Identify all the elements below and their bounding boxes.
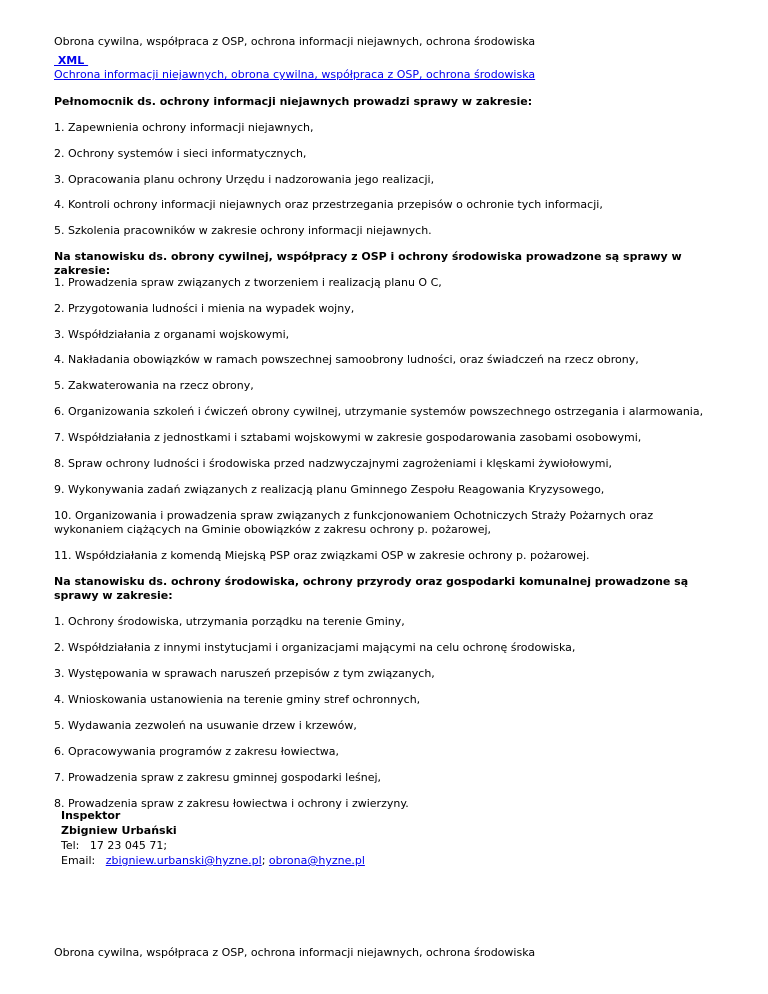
section1-item: 3. Opracowania planu ochrony Urzędu i nadzorowania jego realizacji, bbox=[54, 173, 435, 186]
email-separator: ; bbox=[261, 854, 266, 867]
email-label: Email: bbox=[61, 854, 96, 867]
section1-heading: Pełnomocnik ds. ochrony informacji niejawnych prowadzi sprawy w zakresie: bbox=[54, 95, 533, 108]
email-link-general[interactable]: obrona@hyzne.pl bbox=[268, 854, 365, 867]
section1-item: 5. Szkolenia pracowników w zakresie ochrony informacji niejawnych. bbox=[54, 224, 432, 237]
section2-item: 2. Przygotowania ludności i mienia na wypadek wojny, bbox=[54, 302, 355, 315]
xml-link[interactable]: XML bbox=[54, 54, 89, 67]
section2-item: 7. Współdziałania z jednostkami i sztabami wojskowymi w zakresie gospodarowania zasobami osobowymi, bbox=[54, 431, 642, 444]
section2-item: 8. Spraw ochrony ludności i środowiska przed nadzwyczajnymi zagrożeniami i klęskami żywiołowymi, bbox=[54, 457, 613, 470]
section3-heading: Na stanowisku ds. ochrony środowiska, ochrony przyrody oraz gospodarki komunalnej prowadzone są sprawy w zakresie: bbox=[54, 575, 689, 602]
category-link[interactable]: Ochrona informacji niejawnych, obrona cywilna, współpraca z OSP, ochrona środowiska bbox=[54, 68, 536, 81]
section2-item: 1. Prowadzenia spraw związanych z tworzeniem i realizacją planu O C, bbox=[54, 276, 442, 289]
tel-label: Tel: bbox=[61, 839, 80, 852]
section3-item: 8. Prowadzenia spraw z zakresu łowiectwa i ochrony i zwierzyny. bbox=[54, 797, 409, 810]
contact-block bbox=[61, 808, 365, 868]
section1-item: 2. Ochrony systemów i sieci informatycznych, bbox=[54, 147, 307, 160]
page-footer: Obrona cywilna, współpraca z OSP, ochrona informacji niejawnych, ochrona środowiska bbox=[54, 946, 536, 959]
section3-item: 3. Występowania w sprawach naruszeń przepisów z tym związanych, bbox=[54, 667, 435, 680]
section2-item: 5. Zakwaterowania na rzecz obrony, bbox=[54, 379, 254, 392]
section2-item: 6. Organizowania szkoleń i ćwiczeń obrony cywilnej, utrzymanie systemów powszechnego ostrzegania i alarmowania, bbox=[54, 405, 704, 418]
section2-item: 11. Współdziałania z komendą Miejską PSP oraz związkami OSP w zakresie ochrony p. pożarowej. bbox=[54, 549, 590, 562]
section2-item: 10. Organizowania i prowadzenia spraw związanych z funkcjonowaniem Ochotniczych Straży Pożarnych oraz wykonaniem ciążących na Gminie obowiązków z zakresu ochrony p. pożarowej, bbox=[54, 509, 654, 536]
section2-item: 3. Współdziałania z organami wojskowymi, bbox=[54, 328, 290, 341]
section3-item: 5. Wydawania zezwoleń na usuwanie drzew i krzewów, bbox=[54, 719, 357, 732]
section1-item: 1. Zapewnienia ochrony informacji niejawnych, bbox=[54, 121, 314, 134]
section3-item: 4. Wnioskowania ustanowienia na terenie gminy stref ochronnych, bbox=[54, 693, 421, 706]
contact-email-row bbox=[61, 853, 365, 868]
tel-value: 17 23 045 71; bbox=[89, 839, 168, 852]
email-link-personal[interactable]: zbigniew.urbanski@hyzne.pl bbox=[105, 854, 262, 867]
contact-phone-row bbox=[61, 838, 365, 853]
page-title: Obrona cywilna, współpraca z OSP, ochrona informacji niejawnych, ochrona środowiska bbox=[54, 35, 536, 48]
contact-role: Inspektor bbox=[61, 809, 121, 822]
section1-item: 4. Kontroli ochrony informacji niejawnych oraz przestrzegania przepisów o ochronie tych informacji, bbox=[54, 198, 603, 211]
section3-item: 2. Współdziałania z innymi instytucjami i organizacjami mającymi na celu ochronę środowiska, bbox=[54, 641, 576, 654]
section2-item: 9. Wykonywania zadań związanych z realizacją planu Gminnego Zespołu Reagowania Kryzysowego, bbox=[54, 483, 605, 496]
section3-item: 6. Opracowywania programów z zakresu łowiectwa, bbox=[54, 745, 340, 758]
section2-item: 4. Nakładania obowiązków w ramach powszechnej samoobrony ludności, oraz świadczeń na rzecz obrony, bbox=[54, 353, 639, 366]
contact-name: Zbigniew Urbański bbox=[61, 824, 177, 837]
section2-heading: Na stanowisku ds. obrony cywilnej, współpracy z OSP i ochrony środowiska prowadzone są sprawy w zakresie: bbox=[54, 250, 682, 277]
section3-item: 7. Prowadzenia spraw z zakresu gminnej gospodarki leśnej, bbox=[54, 771, 382, 784]
section3-item: 1. Ochrony środowiska, utrzymania porządku na terenie Gminy, bbox=[54, 615, 405, 628]
